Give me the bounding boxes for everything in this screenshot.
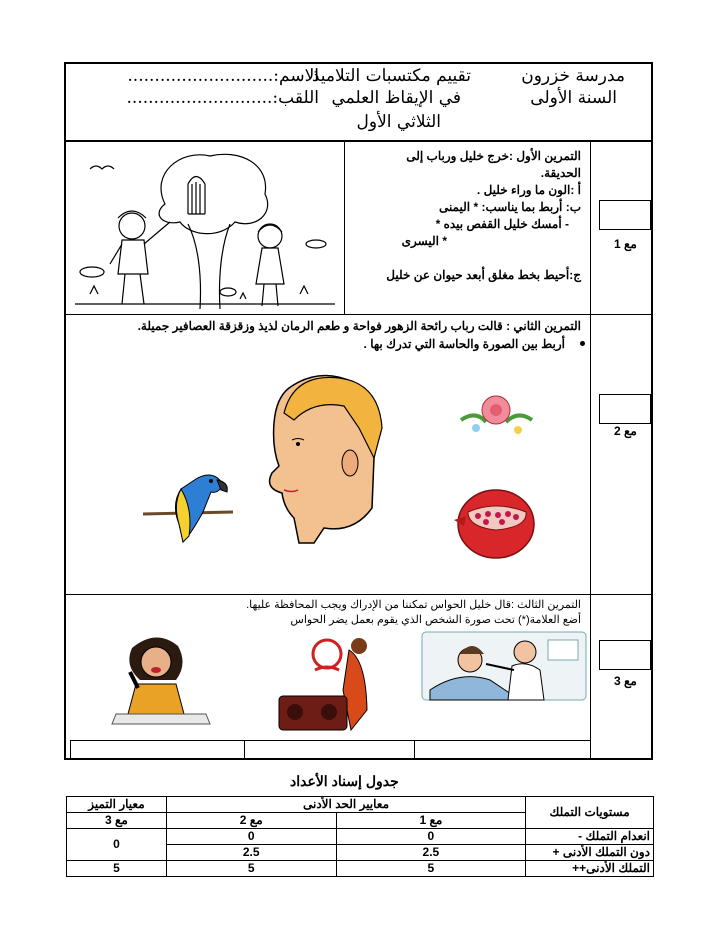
- score-label-3: مع 3: [614, 674, 637, 688]
- level-cell: التملك الأدنى++: [526, 861, 654, 877]
- dentist-illustration: [420, 630, 590, 704]
- score-label-2: مع 2: [614, 424, 637, 438]
- score-box-3[interactable]: [599, 640, 651, 670]
- rose-illustration: [456, 390, 536, 438]
- header-box: [64, 62, 653, 142]
- ex1-question-b-sentence: - أمسك خليل القفص بيده *: [435, 217, 569, 231]
- bullet-icon: [580, 341, 585, 346]
- score-box-1[interactable]: [599, 200, 651, 230]
- subheader-c1: مع 1: [336, 813, 526, 829]
- boy-head-illustration: [254, 368, 394, 548]
- header-excellence-criterion: معيار التميز: [67, 797, 167, 813]
- header-minimum-criteria: معايير الحد الأدنى: [166, 797, 525, 813]
- score-label-1: مع 1: [614, 237, 637, 251]
- table-row: [67, 829, 654, 845]
- ex1-question-c: ج:أحيط بخط مغلق أبعد حيوان عن خليل: [386, 268, 581, 282]
- level-cell: انعدام التملك -: [526, 829, 654, 845]
- garden-children-illustration: [70, 144, 340, 312]
- grading-table: [66, 796, 654, 877]
- value-cell: 5: [336, 861, 526, 877]
- term-label: الثلاثي الأول: [356, 112, 441, 132]
- value-cell: 0: [336, 829, 526, 845]
- school-name: مدرسة خزرون: [521, 66, 625, 86]
- grading-table-title: جدول إسناد الأعداد: [290, 773, 399, 789]
- girl-phone-illustration: [106, 628, 216, 728]
- subheader-c3: مع 3: [67, 813, 167, 829]
- assessment-title: تقييم مكتسبات التلاميذ: [311, 66, 471, 86]
- loud-music-illustration: [271, 630, 391, 740]
- surname-field-label: اللقب:...........................: [126, 88, 319, 108]
- table-row: [67, 861, 654, 877]
- ex2-instruction: أربط بين الصورة والحاسة التي تدرك بها .: [363, 337, 565, 351]
- pomegranate-illustration: [446, 482, 542, 562]
- value-cell: 0: [166, 829, 336, 845]
- ex1-question-b: ب: أربط بما يناسب: * اليمنى: [438, 200, 581, 214]
- ex3-title: التمرين الثالث :قال خليل الحواس تمكننا من الإدراك ويجب المحافظة عليها.: [246, 599, 581, 611]
- value-cell-merged: 0: [67, 829, 167, 861]
- subject-label: في الإيقاظ العلمي: [331, 88, 461, 108]
- ex1-title: التمرين الأول :خرج خليل ورباب إلى: [406, 149, 581, 163]
- value-cell: 2.5: [336, 845, 526, 861]
- ex3-instruction: أضع العلامة(*) تحت صورة الشخص الذي يقوم بعمل يضر الحواس: [290, 614, 581, 626]
- header-levels: مستويات التملك: [526, 797, 654, 829]
- ex1-option-left: * اليسرى: [401, 234, 447, 248]
- name-field-label: الاسم:...........................: [127, 66, 319, 86]
- value-cell: 5: [166, 861, 336, 877]
- score-box-2[interactable]: [599, 394, 651, 424]
- parrot-illustration: [141, 464, 236, 544]
- school-year: السنة الأولى: [530, 88, 617, 108]
- level-cell: دون التملك الأدنى +: [526, 845, 654, 861]
- ex1-question-a: أ :الون ما وراء خليل .: [476, 183, 581, 197]
- ex2-title: التمرين الثاني : قالت رباب رائحة الزهور فواحة و طعم الرمان لذيذ وزقزقة العصافير جميلة.: [137, 319, 581, 333]
- value-cell: 2.5: [166, 845, 336, 861]
- exercises-table: [64, 142, 653, 760]
- subheader-c2: مع 2: [166, 813, 336, 829]
- ex1-title-cont: الحديقة.: [540, 166, 581, 180]
- value-cell: 5: [67, 861, 167, 877]
